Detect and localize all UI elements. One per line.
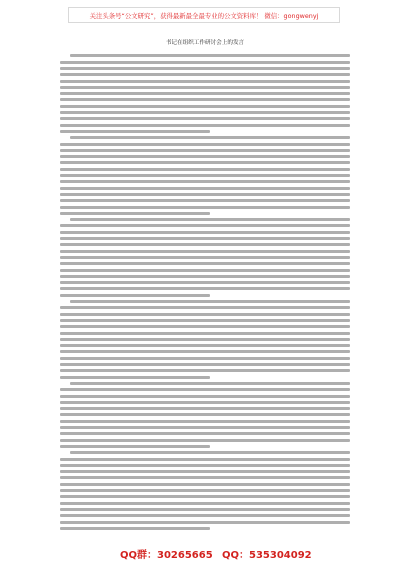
body-text-line [60, 306, 350, 309]
body-text-line [60, 502, 350, 505]
body-text-line [60, 174, 350, 177]
body-text-line [60, 319, 350, 322]
body-text-line [60, 130, 210, 133]
body-text-line [60, 470, 350, 473]
body-text-line [60, 426, 350, 429]
body-text-line [60, 155, 350, 158]
body-text-line [60, 439, 350, 442]
qq-group-number[interactable]: QQ群：30265665 [120, 550, 213, 561]
banner-text: 关注头条号“公文研究”，获得最新最全最专业的公文资料库！ 微信：gongwenyj [89, 11, 319, 20]
body-text-line [60, 413, 350, 416]
body-text-line [60, 350, 350, 353]
body-text-line [60, 61, 350, 64]
body-text-line [60, 395, 350, 398]
body-text-line [60, 281, 350, 284]
body-text-line [60, 445, 210, 448]
body-text-line [60, 407, 350, 410]
body-text-line [60, 294, 210, 297]
body-text-line [60, 363, 350, 366]
body-text-line [60, 313, 350, 316]
body-text-line [60, 143, 350, 146]
body-text-line [60, 332, 350, 335]
body-text-line [60, 432, 350, 435]
body-text-line [60, 476, 350, 479]
body-text-line [60, 483, 350, 486]
body-text-line [60, 117, 350, 120]
body-text-line [60, 527, 210, 530]
body-text-line [60, 73, 350, 76]
body-text-line [60, 237, 350, 240]
body-text-line [60, 275, 350, 278]
qq-number[interactable]: QQ：535304092 [222, 550, 312, 561]
body-text-line [60, 124, 350, 127]
body-text-line [60, 464, 350, 467]
document-body [60, 38, 350, 558]
body-text-line [60, 269, 350, 272]
body-text-line [60, 256, 350, 259]
body-text-line [60, 338, 350, 341]
body-text-line [60, 514, 350, 517]
body-text-line [60, 231, 350, 234]
body-text-line [60, 187, 350, 190]
body-text-line [60, 149, 350, 152]
body-text-line [60, 325, 350, 328]
body-text-line [60, 489, 350, 492]
body-text-line [70, 382, 350, 385]
body-text-line [60, 262, 350, 265]
body-text-line [60, 86, 350, 89]
body-text-line [60, 495, 350, 498]
body-text-line [60, 357, 350, 360]
body-text-line [60, 388, 350, 391]
promo-banner[interactable] [68, 7, 340, 23]
body-text-line [60, 105, 350, 108]
body-text-line [60, 98, 350, 101]
body-text-line [60, 212, 210, 215]
body-text-line [70, 136, 350, 139]
body-text-line [60, 224, 350, 227]
body-text-line [60, 199, 350, 202]
body-text-line [70, 300, 350, 303]
body-text-line [60, 206, 350, 209]
body-text-line [70, 451, 350, 454]
body-text-line [60, 168, 350, 171]
body-text-line [60, 420, 350, 423]
body-text-line [60, 180, 350, 183]
body-text-line [60, 376, 210, 379]
body-text-line [70, 218, 350, 221]
body-text-line [60, 92, 350, 95]
body-text-line [60, 508, 350, 511]
document-title: 书记在组织工作研讨会上的发言 [165, 40, 245, 46]
body-text-line [60, 369, 350, 372]
body-text-line [60, 250, 350, 253]
body-text-line [60, 80, 350, 83]
body-text-line [60, 521, 350, 524]
body-text-line [70, 54, 350, 57]
body-text-line [60, 111, 350, 114]
body-text-line [60, 193, 350, 196]
body-text-line [60, 161, 350, 164]
body-text-line [60, 243, 350, 246]
body-text-line [60, 287, 350, 290]
body-text-line [60, 344, 350, 347]
body-text-line [60, 458, 350, 461]
body-text-line [60, 67, 350, 70]
contact-footer [0, 546, 408, 562]
body-text-line [60, 401, 350, 404]
